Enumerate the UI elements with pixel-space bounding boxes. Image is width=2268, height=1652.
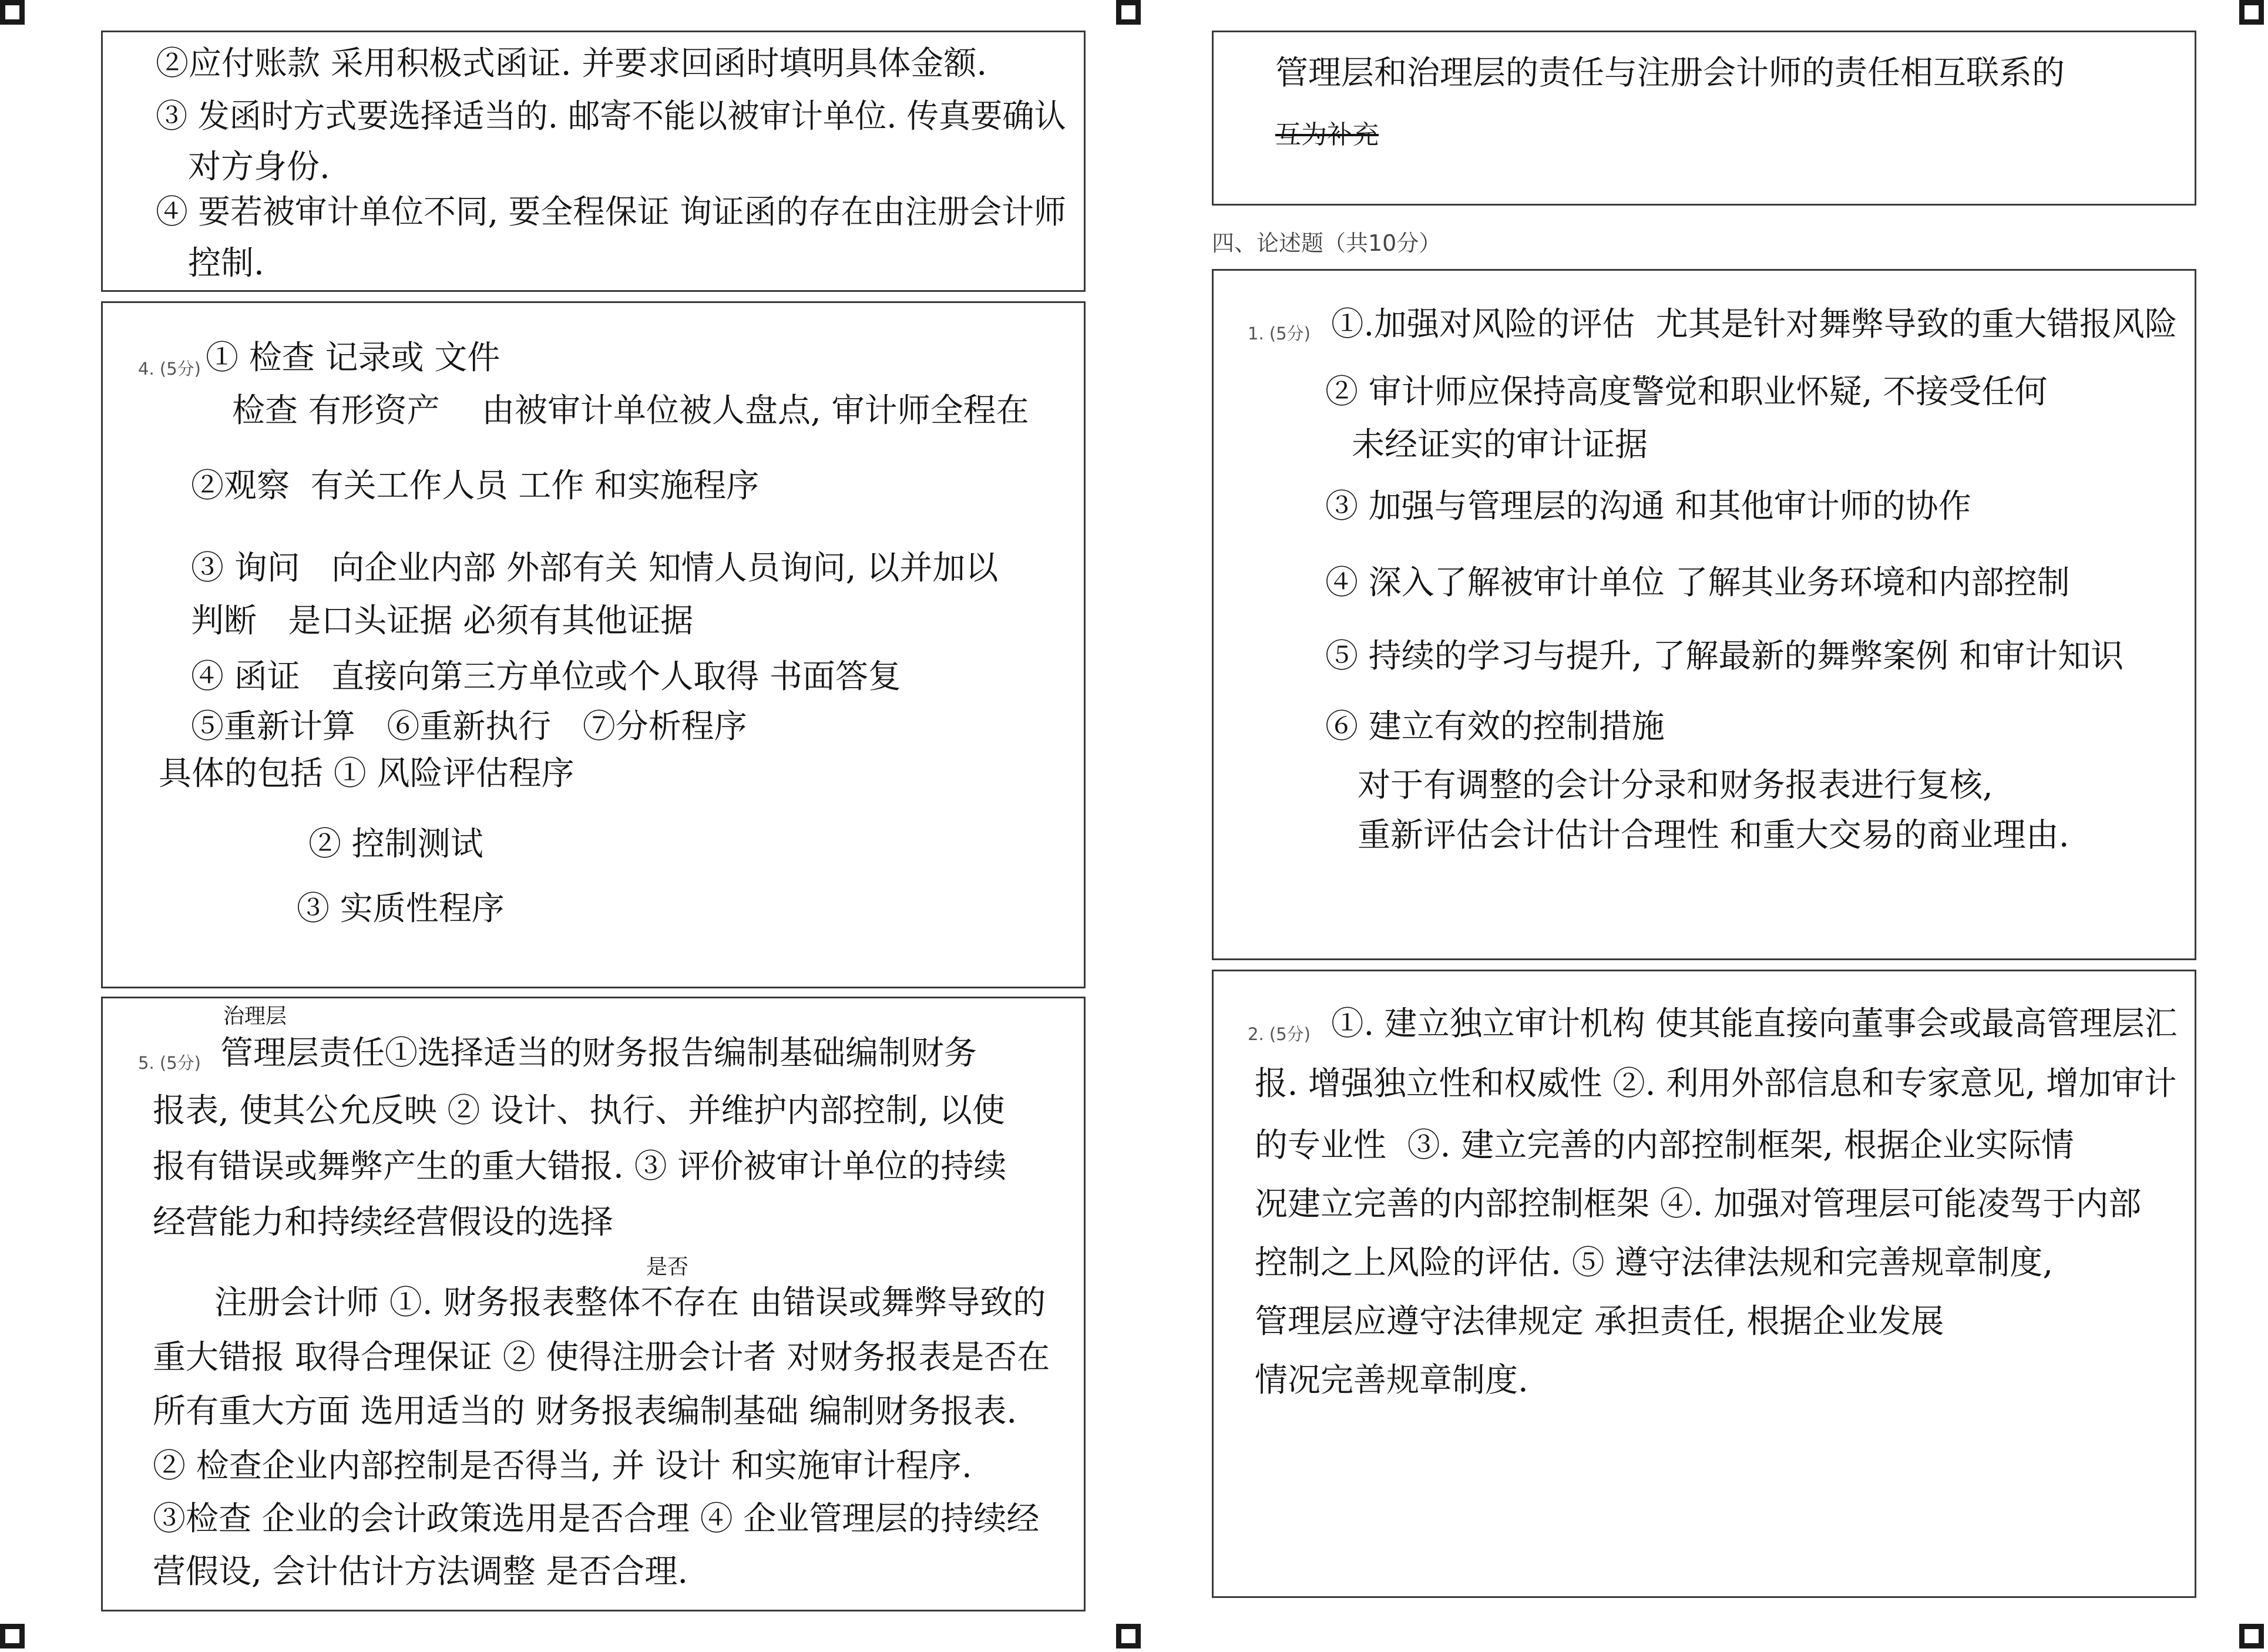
handwritten-line: ①.加强对风险的评估 尤其是针对舞弊导致的重大错报风险 xyxy=(1331,305,2178,344)
handwritten-line: 具体的包括 ① 风险评估程序 xyxy=(159,755,574,793)
scan-marker-top-right xyxy=(2239,0,2264,25)
question-number-label: 4. (5分) xyxy=(138,359,201,379)
handwritten-line: ③ 询问 向企业内部 外部有关 知情人员询问, 以并加以 xyxy=(191,549,999,587)
scan-marker-top-center xyxy=(1116,0,1141,25)
answer-box-question-3-continued xyxy=(101,31,1086,292)
handwritten-line: 营假设, 会计估计方法调整 是否合理. xyxy=(153,1553,688,1591)
handwritten-line: 情况完善规章制度. xyxy=(1255,1361,1528,1399)
handwritten-line: 检查 有形资产 由被审计单位被人盘点, 审计师全程在 xyxy=(232,392,1029,430)
handwritten-line: ④ 要若被审计单位不同, 要全程保证 询证函的存在由注册会计师 xyxy=(156,193,1066,231)
handwritten-line: ② 控制测试 xyxy=(308,825,483,863)
scan-marker-bottom-left xyxy=(0,1624,25,1648)
answer-box-question-5-continued xyxy=(1212,31,2196,206)
inserted-note: 是否 xyxy=(646,1255,689,1279)
handwritten-line: 对于有调整的会计分录和财务报表进行复核, xyxy=(1358,766,1993,805)
handwritten-line: ④ 函证 直接向第三方单位或个人取得 书面答复 xyxy=(191,658,902,696)
handwritten-line: 管理层应遵守法律规定 承担责任, 根据企业发展 xyxy=(1255,1303,1944,1341)
question-number-label: 1. (5分) xyxy=(1248,324,1311,344)
handwritten-line: ⑤重新计算 ⑥重新执行 ⑦分析程序 xyxy=(191,708,747,746)
answer-box-essay-question-2 xyxy=(1212,970,2196,1598)
answer-box-question-4 xyxy=(101,301,1086,988)
handwritten-line: 重大错报 取得合理保证 ② 使得注册会计者 对财务报表是否在 xyxy=(153,1338,1050,1377)
handwritten-line: ③检查 企业的会计政策选用是否合理 ④ 企业管理层的持续经 xyxy=(153,1500,1040,1538)
handwritten-line: 所有重大方面 选用适当的 财务报表编制基础 编制财务报表. xyxy=(153,1392,1017,1431)
handwritten-line: 报表, 使其公允反映 ② 设计、执行、并维护内部控制, 以使 xyxy=(153,1092,1005,1130)
handwritten-line: ①. 建立独立审计机构 使其能直接向董事会或最高管理层汇 xyxy=(1331,1005,2178,1043)
handwritten-line: 注册会计师 ①. 财务报表整体不存在 由错误或舞弊导致的 xyxy=(214,1284,1046,1322)
handwritten-line: 控制之上风险的评估. ⑤ 遵守法律法规和完善规章制度, xyxy=(1255,1244,2054,1282)
handwritten-line: 未经证实的审计证据 xyxy=(1352,426,1648,464)
scan-marker-top-left xyxy=(0,0,25,25)
handwritten-line: 判断 是口头证据 必须有其他证据 xyxy=(191,602,694,640)
handwritten-line: ②应付账款 采用积极式函证. 并要求回函时填明具体金额. xyxy=(156,45,987,83)
question-number-label: 2. (5分) xyxy=(1248,1024,1311,1044)
handwritten-line: ④ 深入了解被审计单位 了解其业务环境和内部控制 xyxy=(1325,564,2070,602)
handwritten-line: 管理层和治理层的责任与注册会计师的责任相互联系的 xyxy=(1275,54,2065,92)
section-title: 四、论述题（共10分） xyxy=(1212,230,1442,256)
handwritten-line: ③ 发函时方式要选择适当的. 邮寄不能以被审计单位. 传真要确认 xyxy=(156,97,1066,136)
handwritten-line: 况建立完善的内部控制框架 ④. 加强对管理层可能凌驾于内部 xyxy=(1255,1185,2142,1223)
handwritten-line: ② 审计师应保持高度警觉和职业怀疑, 不接受任何 xyxy=(1325,373,2048,411)
handwritten-line: 对方身份. xyxy=(188,148,330,186)
handwritten-line: ②观察 有关工作人员 工作 和实施程序 xyxy=(191,467,760,505)
inserted-note: 治理层 xyxy=(223,1004,287,1028)
handwritten-line: 重新评估会计估计合理性 和重大交易的商业理由. xyxy=(1358,816,2069,854)
scan-marker-bottom-right xyxy=(2239,1624,2264,1648)
handwritten-line: 报. 增强独立性和权威性 ②. 利用外部信息和专家意见, 增加审计 xyxy=(1255,1065,2177,1103)
handwritten-line: 的专业性 ③. 建立完善的内部控制框架, 根据企业实际情 xyxy=(1255,1126,2074,1165)
question-number-label: 5. (5分) xyxy=(138,1053,201,1073)
handwritten-line: ⑥ 建立有效的控制措施 xyxy=(1325,708,1665,746)
handwritten-line: 管理层责任①选择适当的财务报告编制基础编制财务 xyxy=(220,1034,977,1072)
struck-out-text: 互为补充 xyxy=(1275,120,1379,150)
answer-box-question-5 xyxy=(101,997,1086,1611)
handwritten-line: ③ 实质性程序 xyxy=(297,890,505,928)
handwritten-line: ③ 加强与管理层的沟通 和其他审计师的协作 xyxy=(1325,487,1971,526)
handwritten-line: ① 检查 记录或 文件 xyxy=(206,339,500,377)
handwritten-line: 经营能力和持续经营假设的选择 xyxy=(153,1203,613,1241)
handwritten-line: ⑤ 持续的学习与提升, 了解最新的舞弊案例 和审计知识 xyxy=(1325,637,2124,675)
handwritten-line: 控制. xyxy=(188,244,264,282)
scan-marker-bottom-center xyxy=(1116,1624,1141,1648)
handwritten-line: 报有错误或舞弊产生的重大错报. ③ 评价被审计单位的持续 xyxy=(153,1148,1007,1186)
handwritten-line: ② 检查企业内部控制是否得当, 并 设计 和实施审计程序. xyxy=(153,1447,972,1485)
answer-box-essay-question-1 xyxy=(1212,269,2196,960)
